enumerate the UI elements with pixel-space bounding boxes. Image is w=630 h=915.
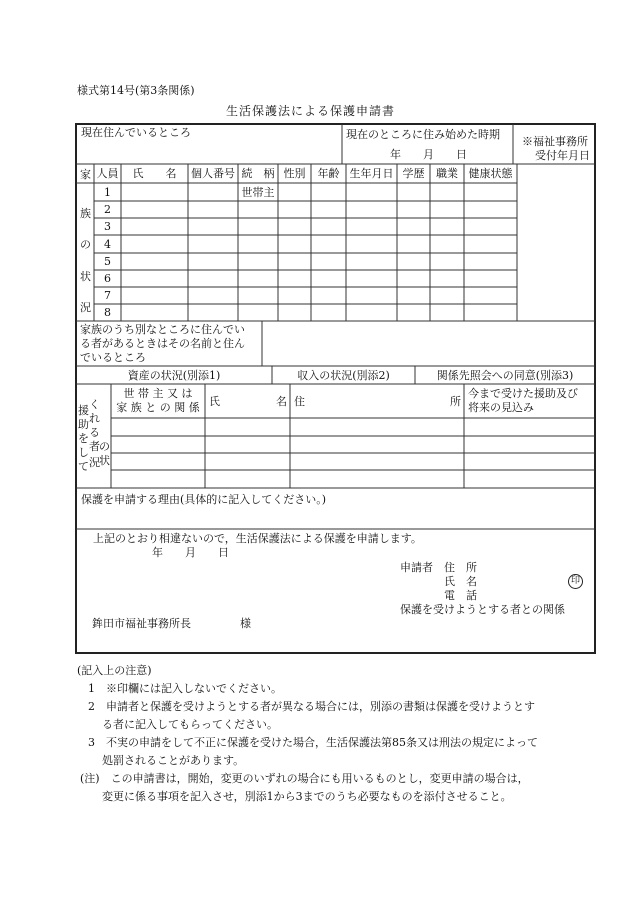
- header-health: 健康状態: [468, 167, 513, 180]
- separate-living-label-3: でいるところ: [80, 351, 146, 364]
- family-row-number: 4: [104, 238, 111, 251]
- attachment-income: 収入の状況(別添2): [297, 369, 390, 382]
- applicant-phone-label: 電 話: [444, 589, 477, 602]
- header-relationship: 続 柄: [241, 167, 275, 180]
- office-receipt-label-2: 受付年月日: [535, 149, 590, 162]
- family-row-number: 1: [104, 186, 111, 199]
- support-name-header-1: 氏: [209, 395, 220, 408]
- support-side-label: れ: [89, 412, 100, 425]
- form-number: 様式第14号(第3条関係): [77, 84, 195, 97]
- current-address-field[interactable]: [78, 141, 340, 163]
- support-address-header-2: 所: [450, 395, 461, 408]
- current-address-label: 現在住んでいるところ: [81, 126, 191, 139]
- declaration-text: 上記のとおり相違ないので，生活保護法による保護を申請します。: [93, 532, 422, 545]
- support-side-label: 者: [89, 440, 100, 453]
- reason-label: 保護を申請する理由(具体的に記入してください。): [81, 493, 327, 506]
- seal-mark-icon: 印: [568, 574, 583, 589]
- header-birthdate: 生年月日: [349, 167, 394, 180]
- support-side-label: 状: [99, 454, 110, 467]
- note-line-6: (注) この申請書は，開始，変更のいずれの場合にも用いるものとし，変更申請の場合は，: [80, 772, 529, 785]
- addressee-honorific: 様: [240, 617, 251, 630]
- head-of-household: 世帯主: [241, 186, 275, 199]
- header-persons: 人員: [96, 167, 119, 180]
- support-side-label: の: [99, 440, 110, 453]
- header-individual-number: 個人番号: [191, 167, 235, 180]
- family-row-number: 3: [104, 220, 111, 233]
- header-education: 学歴: [402, 167, 425, 180]
- residence-since-date[interactable]: 年 月 日: [390, 148, 467, 161]
- support-side-label: し: [78, 446, 89, 459]
- family-side-label-5: 況: [80, 301, 91, 314]
- applicant-name-label: 氏 名: [444, 575, 477, 588]
- notes-heading: (記入上の注意): [77, 664, 152, 677]
- support-side-label: 助: [78, 418, 89, 431]
- support-name-header-2: 名: [276, 395, 287, 408]
- separate-living-label-2: る者があるときはその名前と住ん: [80, 337, 245, 350]
- support-side-label: 援: [78, 404, 89, 417]
- note-line-5: 処罰されることがあります。: [102, 754, 245, 767]
- attachment-assets: 資産の状況(別添1): [127, 369, 221, 382]
- family-row-number: 6: [104, 272, 111, 285]
- note-line-7: 変更に係る事項を記入させ，別添1から3までのうち必要なものを添付させること。: [102, 790, 512, 803]
- office-receipt-label-1: ※福祉事務所: [522, 135, 588, 148]
- support-side-label: 況: [89, 456, 100, 469]
- support-side-label: を: [78, 432, 89, 445]
- family-row-number: 2: [104, 203, 111, 216]
- residence-since-label: 現在のところに住み始めた時期: [346, 128, 500, 141]
- separate-living-label-1: 家族のうち別なところに住んでい: [80, 323, 245, 336]
- family-row-number: 5: [104, 255, 111, 268]
- header-occupation: 職業: [436, 167, 458, 180]
- family-row-number: 8: [104, 306, 111, 319]
- application-date[interactable]: 年 月 日: [152, 546, 229, 559]
- note-line-1: 1 ※印欄には記入しないでください。: [88, 682, 282, 695]
- support-received-header-2: 将来の見込み: [468, 401, 534, 414]
- separate-living-field[interactable]: [264, 323, 594, 365]
- note-line-3: る者に記入してもらってください。: [102, 718, 278, 731]
- support-side-label: く: [89, 398, 100, 411]
- form-title: 生活保護法による保護申請書: [226, 104, 396, 118]
- addressee: 鉾田市福祉事務所長: [92, 617, 191, 630]
- support-relation-header-2: 家 族 と の 関 係: [116, 401, 200, 414]
- family-side-label-3: の: [80, 238, 91, 251]
- applicant-label: 申請者: [400, 561, 433, 574]
- support-side-label: る: [89, 426, 100, 439]
- family-side-label-1: 家: [80, 168, 91, 181]
- reason-field[interactable]: [78, 508, 594, 528]
- support-side-label: て: [78, 460, 89, 473]
- header-age: 年齢: [317, 167, 340, 180]
- support-address-header-1: 住: [294, 395, 305, 408]
- applicant-relation-label: 保護を受けようとする者との関係: [400, 603, 565, 616]
- support-relation-header-1: 世 帯 主 又 は: [123, 387, 193, 400]
- header-sex: 性別: [283, 167, 306, 180]
- family-side-label-4: 状: [80, 270, 91, 283]
- family-side-label-2: 族: [80, 207, 91, 220]
- family-row-number: 7: [104, 289, 111, 302]
- attachment-consent: 関係先照会への同意(別添3): [436, 369, 574, 382]
- note-line-4: 3 不実の申請をして不正に保護を受けた場合，生活保護法第85条又は刑法の規定によって: [88, 736, 538, 749]
- support-received-header-1: 今まで受けた援助及び: [468, 387, 578, 400]
- header-name: 氏 名: [132, 167, 177, 180]
- note-line-2: 2 申請者と保護を受けようとする者が異なる場合には，別添の書類は保護を受けようとす: [88, 700, 535, 713]
- applicant-address-label: 住 所: [444, 561, 477, 574]
